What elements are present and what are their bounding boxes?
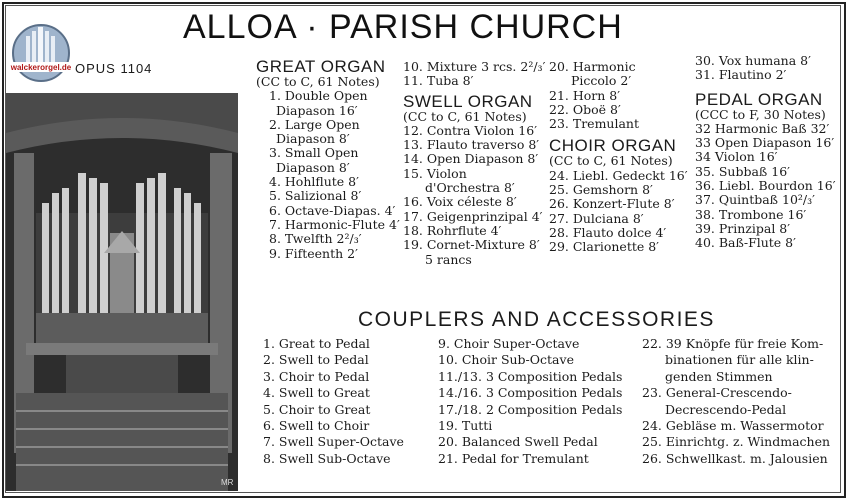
couplers-column-2 <box>438 336 638 467</box>
stop: 16. Voix céleste 8′ <box>403 194 517 210</box>
stop: 27. Dulciana 8′ <box>549 210 644 226</box>
walcker-logo <box>10 22 72 84</box>
coupler-item: 7. Swell Super-Octave <box>263 434 404 450</box>
coupler-item: 19. Tutti <box>438 418 493 434</box>
opus-number: OPUS 1104 <box>75 61 153 76</box>
coupler-item: 5. Choir to Great <box>263 401 371 417</box>
stop: 33 Open Diapason 16′ <box>695 135 835 151</box>
choir-organ-column <box>549 60 695 255</box>
swell-sub: (CC to C, 61 Notes) <box>403 108 527 124</box>
photo-caption: MR <box>221 478 234 487</box>
coupler-item: 25. Einrichtg. z. Windmachen <box>642 434 831 450</box>
stop: 22. Oboë 8′ <box>549 101 621 117</box>
coupler-item: 17./18. 2 Composition Pedals <box>438 401 623 417</box>
stop: 28. Flauto dolce 4′ <box>549 224 667 240</box>
stop: d'Orchestra 8′ <box>425 180 515 196</box>
page-title: ALLOA · PARISH CHURCH <box>183 8 623 46</box>
stop: 3. Small Open <box>269 145 359 161</box>
coupler-item: Decrescendo-Pedal <box>665 401 787 417</box>
stop: 11. Tuba 8′ <box>403 73 474 89</box>
coupler-item: 26. Schwellkast. m. Jalousien <box>642 450 828 466</box>
choir-sub: (CC to C, 61 Notes) <box>549 153 673 169</box>
coupler-item: binationen für alle klin- <box>665 352 814 368</box>
stop: 14. Open Diapason 8′ <box>403 151 539 167</box>
stop: 4. Hohlflute 8′ <box>269 174 359 190</box>
stop: Diapason 16′ <box>276 102 358 118</box>
coupler-item: 20. Balanced Swell Pedal <box>438 434 598 450</box>
stop: 8. Twelfth 2²/₃′ <box>269 231 362 247</box>
logo-text: walckerorgel.de <box>10 63 72 72</box>
stop: 31. Flautino 2′ <box>695 67 787 83</box>
stop: 20. Harmonic <box>549 59 636 74</box>
coupler-item: 11./13. 3 Composition Pedals <box>438 368 623 384</box>
coupler-item: 9. Choir Super-Octave <box>438 336 580 351</box>
stop: Diapason 8′ <box>276 131 350 147</box>
stop: Piccolo 2′ <box>571 73 632 89</box>
couplers-column-3 <box>642 336 838 467</box>
stop: 35. Subbaß 16′ <box>695 163 790 179</box>
stop: 29. Clarionette 8′ <box>549 239 660 255</box>
stop: 12. Contra Violon 16′ <box>403 122 538 138</box>
stop: 38. Trombone 16′ <box>695 206 807 222</box>
swell-heading: SWELL ORGAN <box>403 91 533 111</box>
stop: 2. Large Open <box>269 116 360 132</box>
stop: 32 Harmonic Baß 32′ <box>695 120 830 136</box>
stop: 24. Liebl. Gedeckt 16′ <box>549 167 688 183</box>
stop: 13. Flauto traverso 8′ <box>403 137 540 153</box>
coupler-item: 24. Gebläse m. Wassermotor <box>642 418 824 434</box>
stop: 30. Vox humana 8′ <box>695 53 811 68</box>
coupler-item: 8. Swell Sub-Octave <box>263 450 391 466</box>
pedal-heading: PEDAL ORGAN <box>695 89 823 109</box>
pedal-sub: (CCC to F, 30 Notes) <box>695 106 826 122</box>
stop: 26. Konzert-Flute 8′ <box>549 196 675 212</box>
stop: 10. Mixture 3 rcs. 2²/₃′ <box>403 59 546 74</box>
stop: Diapason 8′ <box>276 159 350 175</box>
stop: 19. Cornet-Mixture 8′ <box>403 237 540 253</box>
couplers-heading: COUPLERS AND ACCESSORIES <box>358 308 715 331</box>
coupler-item: 23. General-Crescendo- <box>642 385 792 401</box>
stop: 17. Geigenprinzipal 4′ <box>403 208 543 224</box>
pedal-organ-column <box>695 54 841 251</box>
couplers-column-1 <box>263 336 433 467</box>
coupler-item: 10. Choir Sub-Octave <box>438 352 574 368</box>
stop: 21. Horn 8′ <box>549 87 621 103</box>
stop: 15. Violon <box>403 165 467 181</box>
organ-photograph <box>6 93 238 491</box>
stop: 9. Fifteenth 2′ <box>269 245 358 261</box>
great-organ-column <box>256 56 402 261</box>
swell-organ-column <box>403 60 549 267</box>
stop: 7. Harmonic-Flute 4′ <box>269 216 400 232</box>
coupler-item: 21. Pedal for Tremulant <box>438 450 589 466</box>
coupler-item: 14./16. 3 Composition Pedals <box>438 385 623 401</box>
stop: 1. Double Open <box>269 88 368 104</box>
stop: 23. Tremulant <box>549 116 639 132</box>
great-sub: (CC to C, 61 Notes) <box>256 74 380 89</box>
stop: 36. Liebl. Bourdon 16′ <box>695 178 836 194</box>
stop: 5. Salizional 8′ <box>269 188 362 204</box>
choir-heading: CHOIR ORGAN <box>549 136 677 156</box>
stop: 18. Rohrflute 4′ <box>403 222 502 238</box>
coupler-item: 2. Swell to Pedal <box>263 352 369 368</box>
coupler-item: 4. Swell to Great <box>263 385 370 401</box>
coupler-item: 6. Swell to Choir <box>263 418 370 434</box>
stop: 6. Octave-Diapas. 4′ <box>269 202 396 218</box>
stop: 5 rancs <box>425 251 472 267</box>
coupler-item: 3. Choir to Pedal <box>263 368 370 384</box>
great-heading: GREAT ORGAN <box>256 57 386 76</box>
stop: 37. Quintbaß 10²/₃′ <box>695 192 815 208</box>
coupler-item: genden Stimmen <box>665 368 773 384</box>
coupler-item: 1. Great to Pedal <box>263 336 370 351</box>
stop: 40. Baß-Flute 8′ <box>695 235 796 251</box>
stop: 25. Gemshorn 8′ <box>549 182 653 198</box>
coupler-item: 22. 39 Knöpfe für freie Kom- <box>642 336 824 351</box>
stop: 39. Prinzipal 8′ <box>695 220 791 236</box>
stop: 34 Violon 16′ <box>695 149 778 165</box>
